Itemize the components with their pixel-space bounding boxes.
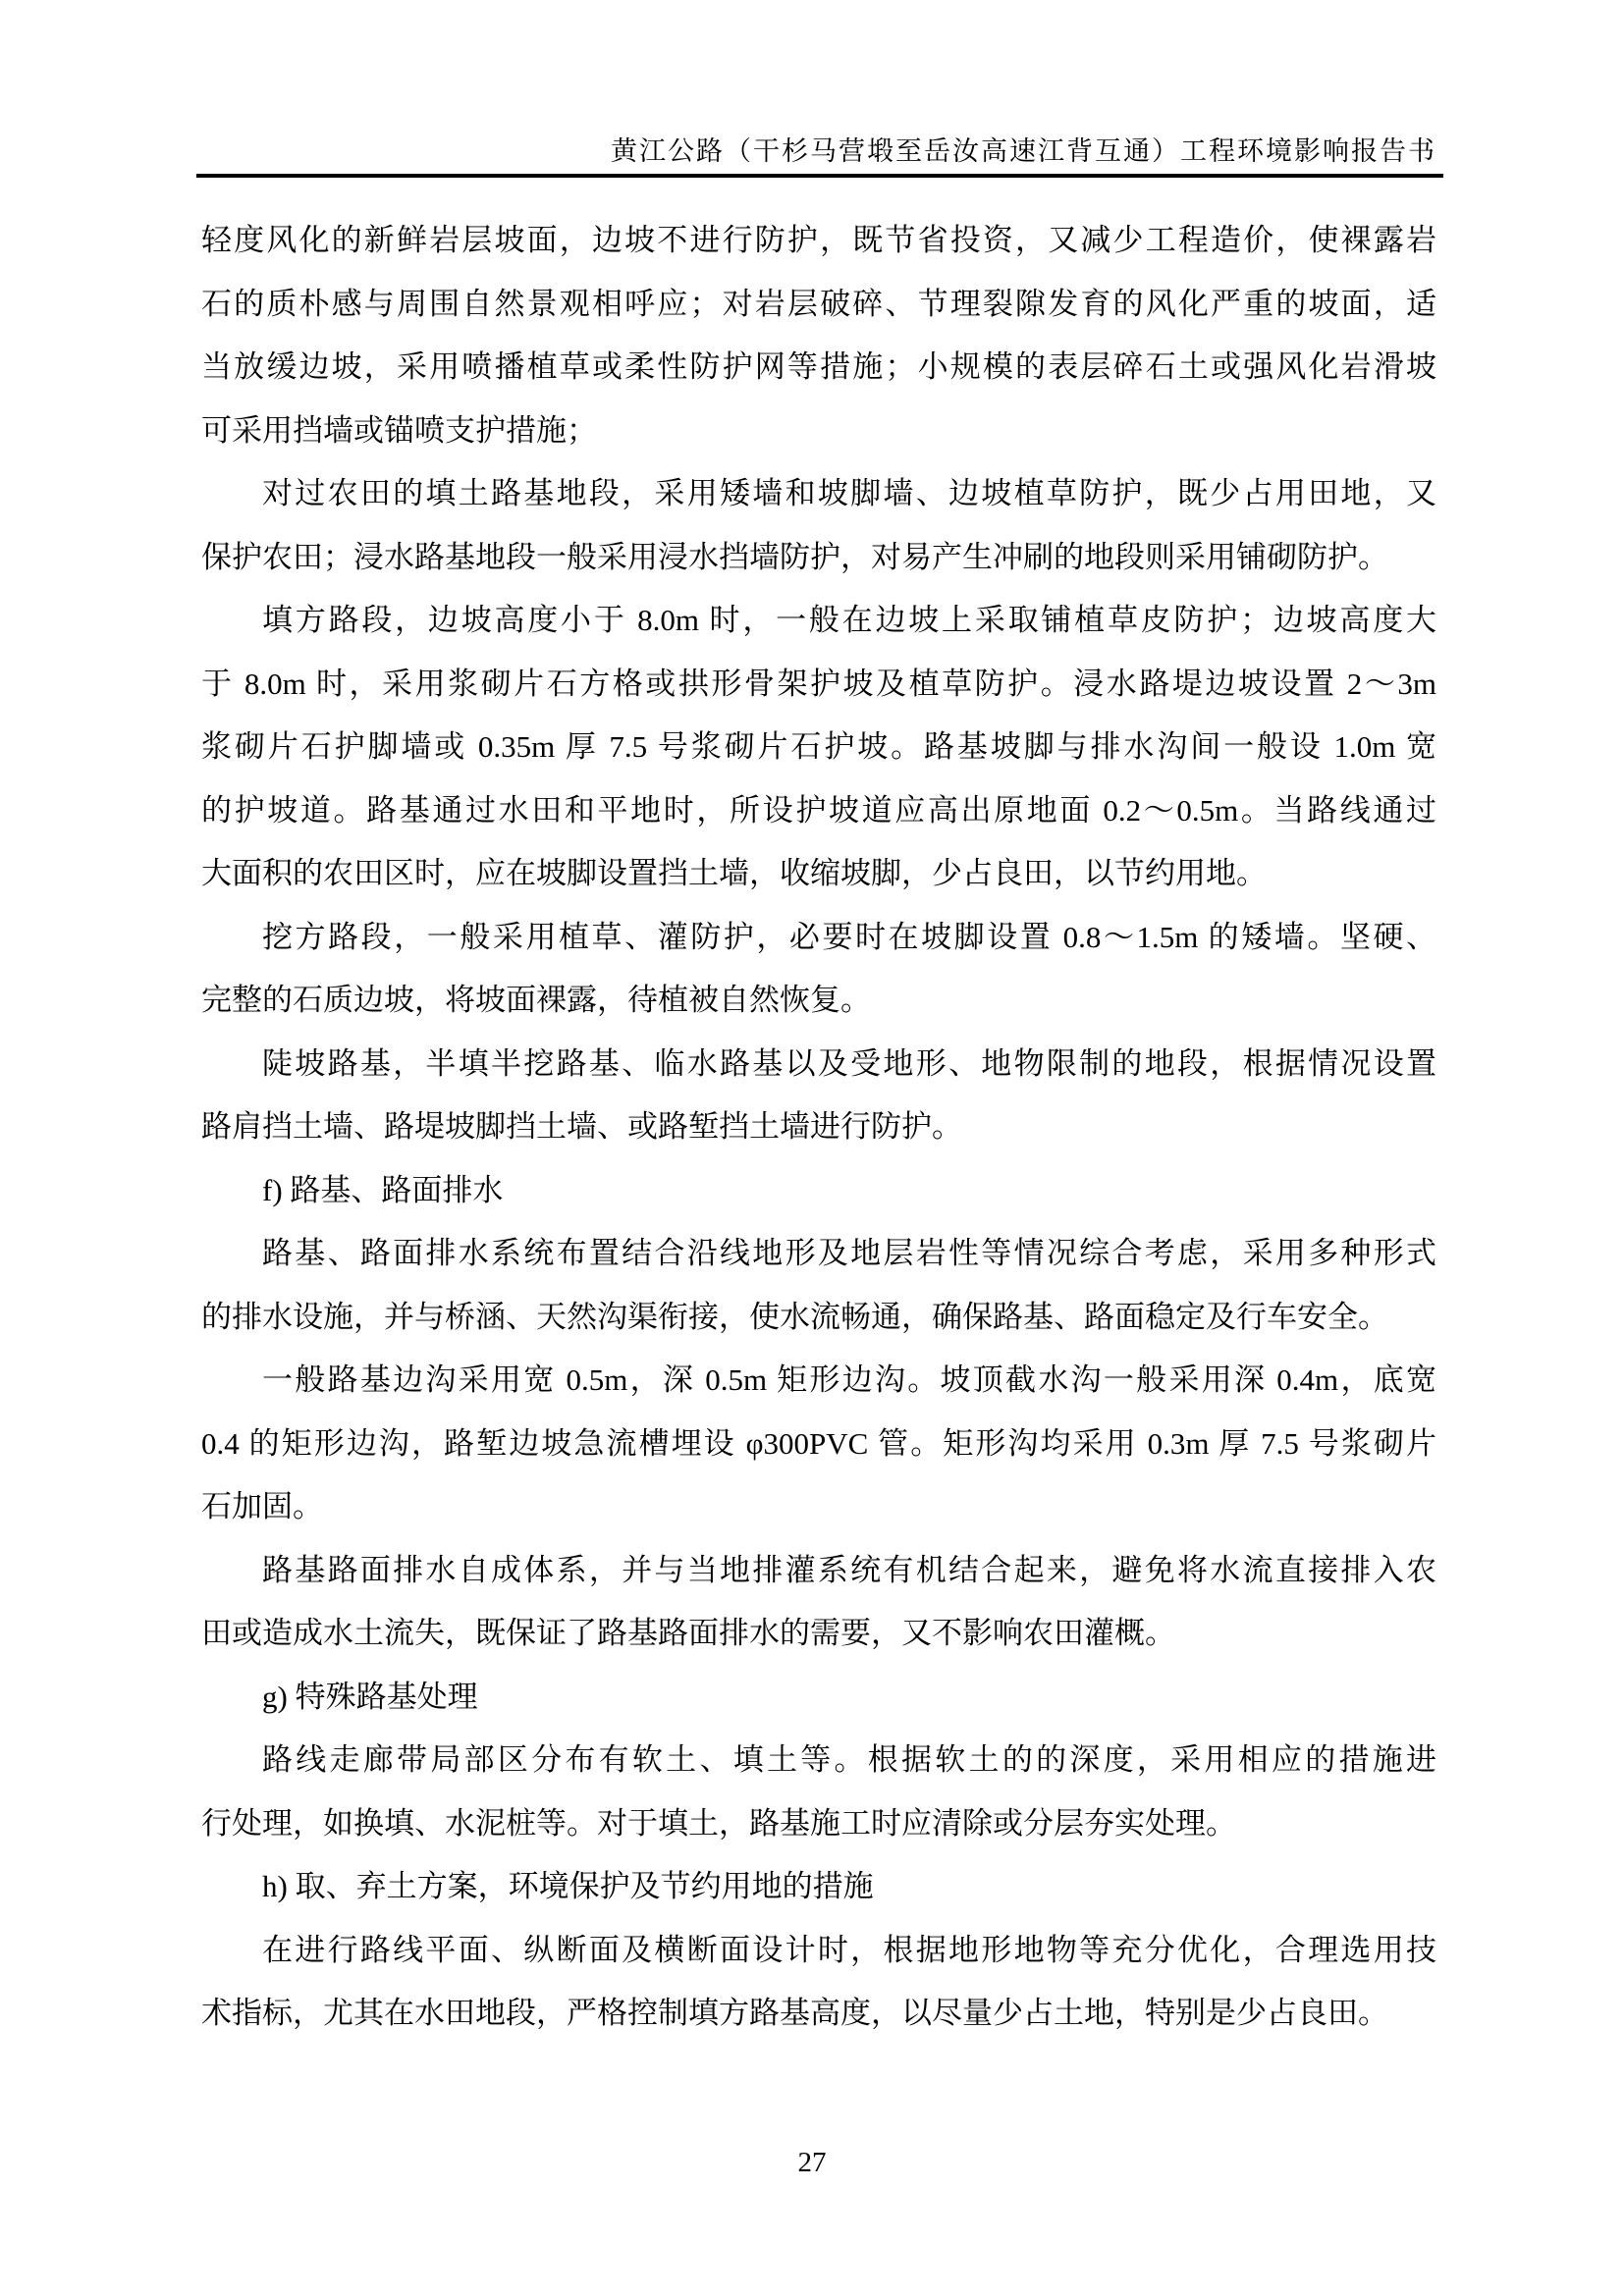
text-line: 路基、路面排水系统布置结合沿线地形及地层岩性等情况综合考虑，采用多种形式 <box>262 1236 1436 1270</box>
text-line: 术指标，尤其在水田地段，严格控制填方路基高度，以尽量少占土地，特别是少占良田。 <box>201 1996 1388 2030</box>
text-line: g) 特殊路基处理 <box>262 1679 478 1714</box>
text-line: 路基路面排水自成体系，并与当地排灌系统有机结合起来，避免将水流直接排入农 <box>262 1552 1436 1587</box>
text-line: 可采用挡墙或锚喷支护措施； <box>201 412 597 448</box>
text-line: 一般路基边沟采用宽 0.5m，深 0.5m 矩形边沟。坡顶截水沟一般采用深 0.4m，底宽 <box>262 1362 1436 1397</box>
text-line: 挖方路段，一般采用植草、灌防护，必要时在坡脚设置 0.8～1.5m 的矮墙。坚硬、 <box>262 919 1436 954</box>
text-line: f) 路基、路面排水 <box>262 1172 504 1207</box>
text-line: 路线走廊带局部区分布有软土、填土等。根据软土的的深度，采用相应的措施进 <box>262 1742 1436 1777</box>
text-line: 填方路段，边坡高度小于 8.0m 时，一般在边坡上采取铺植草皮防护；边坡高度大 <box>262 603 1436 637</box>
text-line: 路肩挡土墙、路堤坡脚挡土墙、或路堑挡土墙进行防护。 <box>201 1109 962 1144</box>
text-line: 完整的石质边坡，将坡面裸露，待植被自然恢复。 <box>201 983 871 1017</box>
text-line: 陡坡路基，半填半挖路基、临水路基以及受地形、地物限制的地段，根据情况设置 <box>262 1045 1436 1081</box>
text-line: 大面积的农田区时，应在坡脚设置挡土墙，收缩坡脚，少占良田，以节约用地。 <box>201 856 1267 890</box>
page-header-title: 黄江公路（干杉马营塅至岳汝高速江背互通）工程环境影响报告书 <box>611 136 1436 166</box>
page-number: 27 <box>797 2147 827 2178</box>
text-line: 的排水设施，并与桥涵、天然沟渠衔接，使水流畅通，确保路基、路面稳定及行车安全。 <box>201 1299 1388 1334</box>
text-line: 石加固。 <box>201 1489 323 1523</box>
text-line: 浆砌片石护脚墙或 0.35m 厚 7.5 号浆砌片石护坡。路基坡脚与排水沟间一般设 1.0m 宽 <box>201 729 1436 764</box>
text-line: 于 8.0m 时，采用浆砌片石方格或拱形骨架护坡及植草防护。浸水路堤边坡设置 2～3m <box>201 666 1436 701</box>
text-line: h) 取、弃土方案，环境保护及节约用地的措施 <box>262 1869 874 1903</box>
text-line: 石的质朴感与周围自然景观相呼应；对岩层破碎、节理裂隙发育的风化严重的坡面，适 <box>201 286 1436 321</box>
text-line: 在进行路线平面、纵断面及横断面设计时，根据地形地物等充分优化，合理选用技 <box>262 1932 1436 1967</box>
text-line: 保护农田；浸水路基地段一般采用浸水挡墙防护，对易产生冲刷的地段则采用铺砌防护。 <box>201 539 1388 574</box>
text-line: 轻度风化的新鲜岩层坡面，边坡不进行防护，既节省投资，又减少工程造价，使裸露岩 <box>201 223 1436 257</box>
text-line: 0.4 的矩形边沟，路堑边坡急流槽埋设 φ300PVC 管。矩形沟均采用 0.3m 厚 7.5 号浆砌片 <box>201 1425 1436 1461</box>
text-line: 行处理，如换填、水泥桩等。对于填土，路基施工时应清除或分层夯实处理。 <box>201 1805 1236 1841</box>
text-line: 的护坡道。路基通过水田和平地时，所设护坡道应高出原地面 0.2～0.5m。当路线通过 <box>201 792 1436 828</box>
text-line: 当放缓边坡，采用喷播植草或柔性防护网等措施；小规模的表层碎石土或强风化岩滑坡 <box>201 349 1436 384</box>
document-body <box>201 209 1436 2046</box>
text-line: 田或造成水土流失，既保证了路基路面排水的需要，又不影响农田灌概。 <box>201 1616 1175 1650</box>
text-line: 对过农田的填土路基地段，采用矮墙和坡脚墙、边坡植草防护，既少占用田地，又 <box>262 476 1436 510</box>
header-rule <box>196 174 1443 178</box>
